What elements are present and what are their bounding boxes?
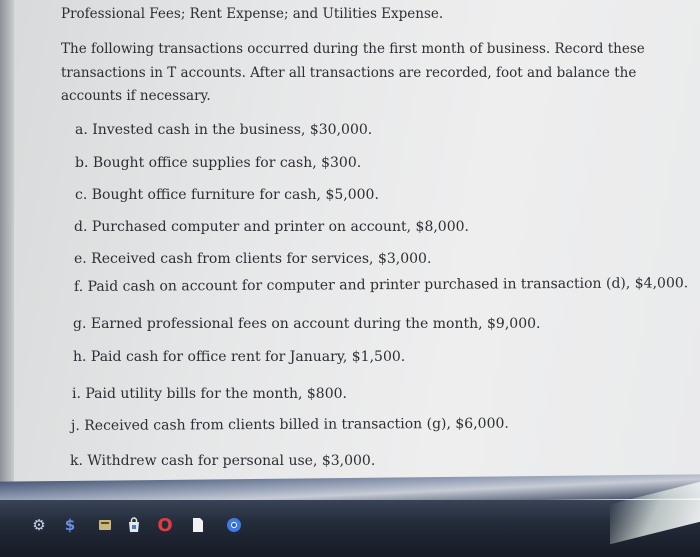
- office-icon[interactable]: O: [157, 514, 173, 536]
- instructions-paragraph: [61, 38, 661, 109]
- chrome-icon[interactable]: [225, 516, 243, 534]
- transaction-item-h: h. Paid cash for office rent for January, $1,500.: [73, 349, 406, 365]
- file-icon-glyph: [192, 517, 204, 533]
- transaction-item-g: g. Earned professional fees on account during the month, $9,000.: [73, 316, 541, 332]
- shopping-bag-icon-glyph: [126, 517, 142, 533]
- instructions-line: transactions in T accounts. After all transactions are recorded, foot and balance the: [61, 64, 637, 81]
- dollar-icon[interactable]: $: [64, 516, 76, 534]
- instructions-line: The following transactions occurred during the first month of business. Record these: [61, 41, 645, 57]
- transaction-item-k: k. Withdrew cash for personal use, $3,000.: [70, 453, 376, 469]
- transaction-item-e: e. Received cash from clients for services, $3,000.: [74, 251, 432, 267]
- transaction-item-d: d. Purchased computer and printer on account, $8,000.: [74, 219, 469, 235]
- transaction-item-f: f. Paid cash on account for computer and printer purchased in transaction (d), $4,000.: [73, 275, 689, 295]
- file-icon[interactable]: [189, 516, 207, 534]
- shopping-bag-icon[interactable]: [125, 516, 143, 534]
- book-icon-glyph: [98, 518, 112, 532]
- chrome-icon-glyph: [226, 517, 242, 533]
- transaction-item-j: j. Received cash from clients billed in transaction (g), $6,000.: [70, 415, 509, 434]
- book-icon[interactable]: [96, 516, 114, 534]
- settings-icon[interactable]: ⚙: [32, 516, 46, 534]
- instructions-line: accounts if necessary.: [61, 88, 211, 104]
- page-heading: Professional Fees; Rent Expense; and Utilities Expense.: [61, 6, 444, 22]
- transaction-item-b: b. Bought office supplies for cash, $300.: [75, 155, 362, 171]
- transaction-item-c: c. Bought office furniture for cash, $5,000.: [75, 187, 379, 203]
- transaction-item-i: i. Paid utility bills for the month, $800.: [72, 386, 347, 402]
- transaction-item-a: a. Invested cash in the business, $30,000.: [75, 122, 373, 138]
